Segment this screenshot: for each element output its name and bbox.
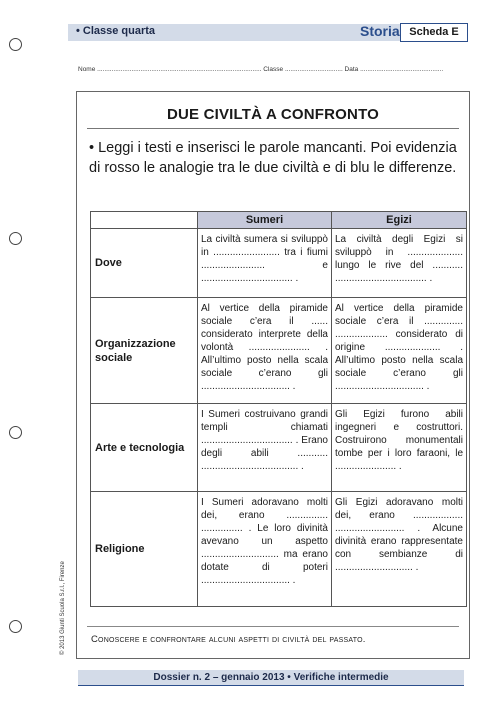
class-label: • Classe quarta xyxy=(76,25,156,37)
table-row xyxy=(91,229,467,298)
scheda-badge: Scheda E xyxy=(400,23,468,42)
row-label-arte: Arte e tecnologia xyxy=(91,404,198,492)
bottom-bar: Dossier n. 2 – gennaio 2013 • Verifiche intermedie xyxy=(78,670,464,686)
header-empty-cell xyxy=(91,212,198,229)
cell-sumeri-religione[interactable]: I Sumeri adoravano molti dei, erano ............... ............... . Le loro divinità avevano un aspetto ............................ ma erano dotate di poteri ................................ . xyxy=(198,492,332,607)
cell-sumeri-arte[interactable]: I Sumeri costruivano grandi templi chiamati ................................. . Erano degli abili ........... ................................... . xyxy=(198,404,332,492)
binder-hole xyxy=(9,232,22,245)
cell-sumeri-organizzazione[interactable]: Al vertice della piramide sociale c’era il ...... considerato interprete della volontà ...................... . All’ultimo posto nella scala sociale c’erano gli ................................ . xyxy=(198,298,332,404)
instructions: • Leggi i testi e inserisci le parole mancanti. Poi evidenzia di rosso le analogie tra le due civiltà e di blu le differenze. xyxy=(89,140,457,176)
row-label-organizzazione: Organizzazione sociale xyxy=(91,298,198,404)
cell-egizi-arte[interactable]: Gli Egizi furono abili ingegneri e costruttori. Costruirono monumentali tombe per i loro faraoni, le ...................... . xyxy=(332,404,467,492)
column-header-sumeri: Sumeri xyxy=(198,212,332,229)
subject-label: Storia xyxy=(360,23,400,39)
binder-hole xyxy=(9,620,22,633)
page-title: DUE CIVILTÀ A CONFRONTO xyxy=(166,106,380,123)
binder-hole xyxy=(9,38,22,51)
binder-hole xyxy=(9,426,22,439)
table-row xyxy=(91,298,467,404)
row-label-dove: Dove xyxy=(91,229,198,298)
title-divider xyxy=(87,128,459,129)
table-row xyxy=(91,492,467,607)
learning-objective: Conoscere e confrontare alcuni aspetti di civiltà del passato. xyxy=(91,634,366,645)
cell-egizi-dove[interactable]: La civiltà degli Egizi si sviluppò in .................... lungo le rive del ........... ................................. . xyxy=(332,229,467,298)
name-class-date-line: Nome ........................................................................................... Classe ................................ Data .............................................. xyxy=(78,66,444,73)
footer-divider xyxy=(87,626,459,627)
cell-egizi-organizzazione[interactable]: Al vertice della piramide sociale c’era il .............. ................... considerato di origine .................... . All’ultimo posto nella scala sociale c’erano gli ................................ . xyxy=(332,298,467,404)
worksheet-frame xyxy=(76,91,470,659)
table-header-row xyxy=(91,212,467,229)
column-header-egizi: Egizi xyxy=(332,212,467,229)
comparison-table xyxy=(90,211,467,607)
copyright: © 2013 Giunti Scuola S.r.l., Firenze xyxy=(60,561,66,655)
row-label-religione: Religione xyxy=(91,492,198,607)
cell-egizi-religione[interactable]: Gli Egizi adoravano molti dei, erano .................. ......................... . Alcune divinità erano rappresentate con sembianze di ............................ . xyxy=(332,492,467,607)
header-bar xyxy=(68,24,468,41)
cell-sumeri-dove[interactable]: La civiltà sumera si sviluppò in ........................ tra i fiumi ....................... e ................................. . xyxy=(198,229,332,298)
table-row xyxy=(91,404,467,492)
